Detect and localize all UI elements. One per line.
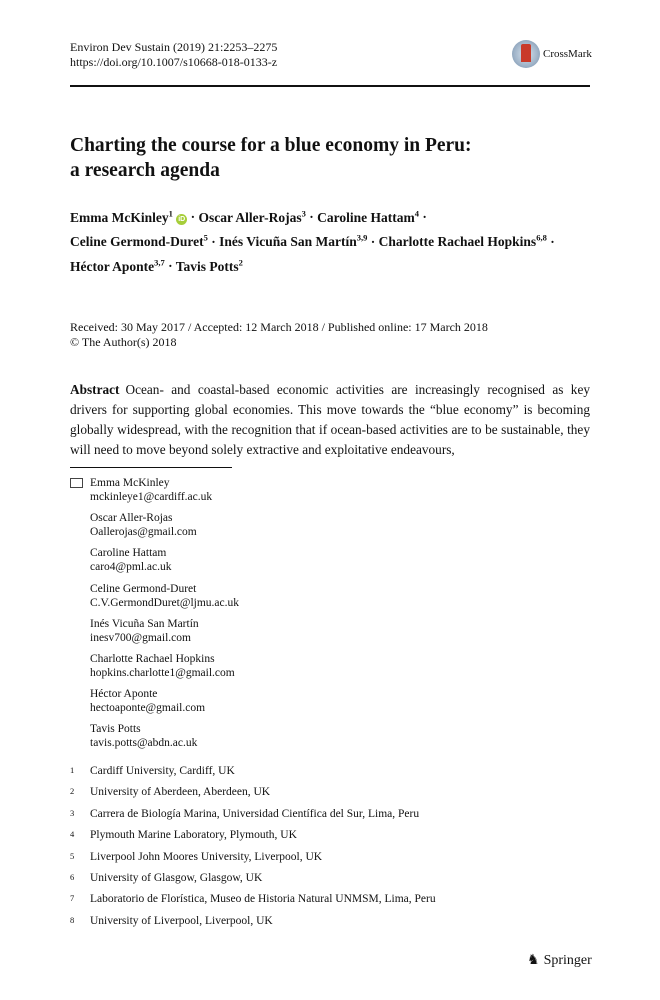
affiliation-text: University of Aberdeen, Aberdeen, UK xyxy=(90,786,271,799)
author-name: Celine Germond-Duret xyxy=(70,234,204,249)
author-name: Emma McKinley xyxy=(70,209,169,225)
paper-title xyxy=(70,133,472,183)
contact-name: Charlotte Rachael Hopkins xyxy=(90,652,215,665)
author-affiliation-ref: 3,7 xyxy=(154,257,165,267)
affiliation xyxy=(70,765,436,786)
affiliation-number: 8 xyxy=(70,914,75,925)
contact-name: Inés Vicuña San Martín xyxy=(90,617,199,630)
affiliation-number: 7 xyxy=(70,893,75,904)
springer-horse-icon: ♞ xyxy=(527,953,540,968)
contact-entry xyxy=(90,582,239,617)
contact-entry xyxy=(90,511,239,546)
author xyxy=(70,259,165,274)
affiliation-list xyxy=(70,765,436,936)
affiliation-number: 6 xyxy=(70,871,75,882)
affiliation xyxy=(70,893,436,914)
author-affiliation-ref: 2 xyxy=(238,257,243,267)
doi-link[interactable]: https://doi.org/10.1007/s10668-018-0133-z xyxy=(70,55,278,69)
contact-email[interactable]: tavis.potts@abdn.ac.uk xyxy=(90,737,198,750)
publisher-name: Springer xyxy=(543,952,592,968)
contact-name: Oscar Aller-Rojas xyxy=(90,512,173,525)
affiliation-number: 5 xyxy=(70,850,75,861)
author-affiliation-ref: 3 xyxy=(301,208,306,218)
orcid-icon[interactable]: iD xyxy=(178,215,186,223)
affiliation xyxy=(70,786,436,807)
author-list: Emma McKinley$^1$ iD · Oscar Aller-Rojas$^3$ · Caroline Hattam$^4$ · Celine Germond-Duret$^5$ · Inés Vicuña San Martín$^{3,9}$ · Charlotte Rachael Hopkins$^{6,8}$ · Héctor Aponte$^{3,7}$ · Tavis Potts$^2$ xyxy=(70,208,555,274)
abstract-text: Ocean- and coastal-based economic activities are increasingly recognised as key drivers for supporting global economies. This move towards the “blue economy” is becoming globally widespread, with the recognition that if ocean-based activities are to be sustainable, they will need to move beyond solely extractive and exploitative endeavours, xyxy=(70,382,590,457)
contact-entry xyxy=(90,687,239,722)
affiliation-text: Laboratorio de Florística, Museo de Historia Natural UNMSM, Lima, Peru xyxy=(90,893,436,906)
author-affiliation-ref: 3,9 xyxy=(356,232,368,243)
affiliation xyxy=(70,829,436,850)
affiliation xyxy=(70,808,436,829)
title-line: Charting the course for a blue economy in Peru: xyxy=(70,135,472,156)
affiliation xyxy=(70,872,436,893)
affiliation xyxy=(70,851,436,872)
title-line: a research agenda xyxy=(70,160,220,181)
contact-email[interactable]: hectoaponte@gmail.com xyxy=(90,702,206,715)
affiliation-number: 4 xyxy=(70,829,75,840)
copyright-text: © The Author(s) 2018 xyxy=(70,335,177,349)
author-name: Tavis Potts xyxy=(175,258,239,274)
author-name: Héctor Aponte xyxy=(70,258,155,274)
affiliation-number: 2 xyxy=(70,786,75,797)
affiliation-number: 1 xyxy=(70,765,75,775)
abstract xyxy=(70,380,590,460)
author xyxy=(176,259,243,274)
affiliation-text: Plymouth Marine Laboratory, Plymouth, UK xyxy=(90,829,297,842)
header-rule xyxy=(70,85,590,87)
contact-email[interactable]: inesv700@gmail.com xyxy=(90,631,191,644)
journal-citation: Environ Dev Sustain (2019) 21:2253–2275 xyxy=(70,40,278,54)
springer-logo xyxy=(527,952,592,969)
contact-list xyxy=(90,476,239,758)
contact-entry xyxy=(90,476,239,511)
contact-email[interactable]: Oallerojas@gmail.com xyxy=(90,526,197,539)
contact-name: Caroline Hattam xyxy=(90,547,167,560)
author xyxy=(70,234,208,249)
affiliation-text: Liverpool John Moores University, Liverpool, UK xyxy=(90,850,323,863)
contact-name: Héctor Aponte xyxy=(90,688,158,701)
author-affiliation-ref: 1 xyxy=(168,208,173,218)
author-affiliation-ref: 5 xyxy=(203,232,208,243)
contact-email[interactable]: C.V.GermondDuret@ljmu.ac.uk xyxy=(90,596,239,609)
crossmark-icon xyxy=(512,40,540,68)
affiliation-text: Carrera de Biología Marina, Universidad Científica del Sur, Lima, Peru xyxy=(90,807,420,820)
envelope-icon xyxy=(70,478,83,488)
author-affiliation-ref: 4 xyxy=(414,208,419,218)
affiliation-text: University of Liverpool, Liverpool, UK xyxy=(90,914,273,927)
author-name: Inés Vicuña San Martín xyxy=(219,234,357,249)
crossmark-badge[interactable] xyxy=(512,40,592,68)
crossmark-label: CrossMark xyxy=(543,48,592,60)
author-name: Charlotte Rachael Hopkins xyxy=(378,234,537,249)
author-name: Caroline Hattam xyxy=(317,209,415,225)
contact-email[interactable]: mckinleye1@cardiff.ac.uk xyxy=(90,491,213,503)
contact-email[interactable]: caro4@pml.ac.uk xyxy=(90,561,172,574)
author xyxy=(219,234,367,249)
author xyxy=(317,210,419,225)
journal-header xyxy=(70,40,277,70)
contact-entry xyxy=(90,546,239,581)
contact-name: Celine Germond-Duret xyxy=(90,582,197,595)
author-name: Oscar Aller-Rojas xyxy=(198,209,302,225)
contact-name: Tavis Potts xyxy=(90,723,141,736)
contact-email[interactable]: hopkins.charlotte1@gmail.com xyxy=(90,666,235,679)
dates-text: Received: 30 May 2017 / Accepted: 12 March 2018 / Published online: 17 March 2018 xyxy=(70,320,488,334)
contact-entry xyxy=(90,617,239,652)
author xyxy=(70,210,173,225)
contact-entry xyxy=(90,722,239,757)
author-affiliation-ref: 6,8 xyxy=(536,232,547,243)
publication-dates xyxy=(70,320,488,350)
affiliation-text: University of Glasgow, Glasgow, UK xyxy=(90,871,263,884)
affiliation-text: Cardiff University, Cardiff, UK xyxy=(90,765,235,777)
abstract-label: Abstract xyxy=(70,382,120,397)
author xyxy=(379,234,547,249)
footnote-rule xyxy=(70,467,232,468)
contact-name: Emma McKinley xyxy=(90,477,170,489)
affiliation-number: 3 xyxy=(70,807,75,818)
affiliation xyxy=(70,915,436,936)
contact-entry xyxy=(90,652,239,687)
author xyxy=(199,210,306,225)
